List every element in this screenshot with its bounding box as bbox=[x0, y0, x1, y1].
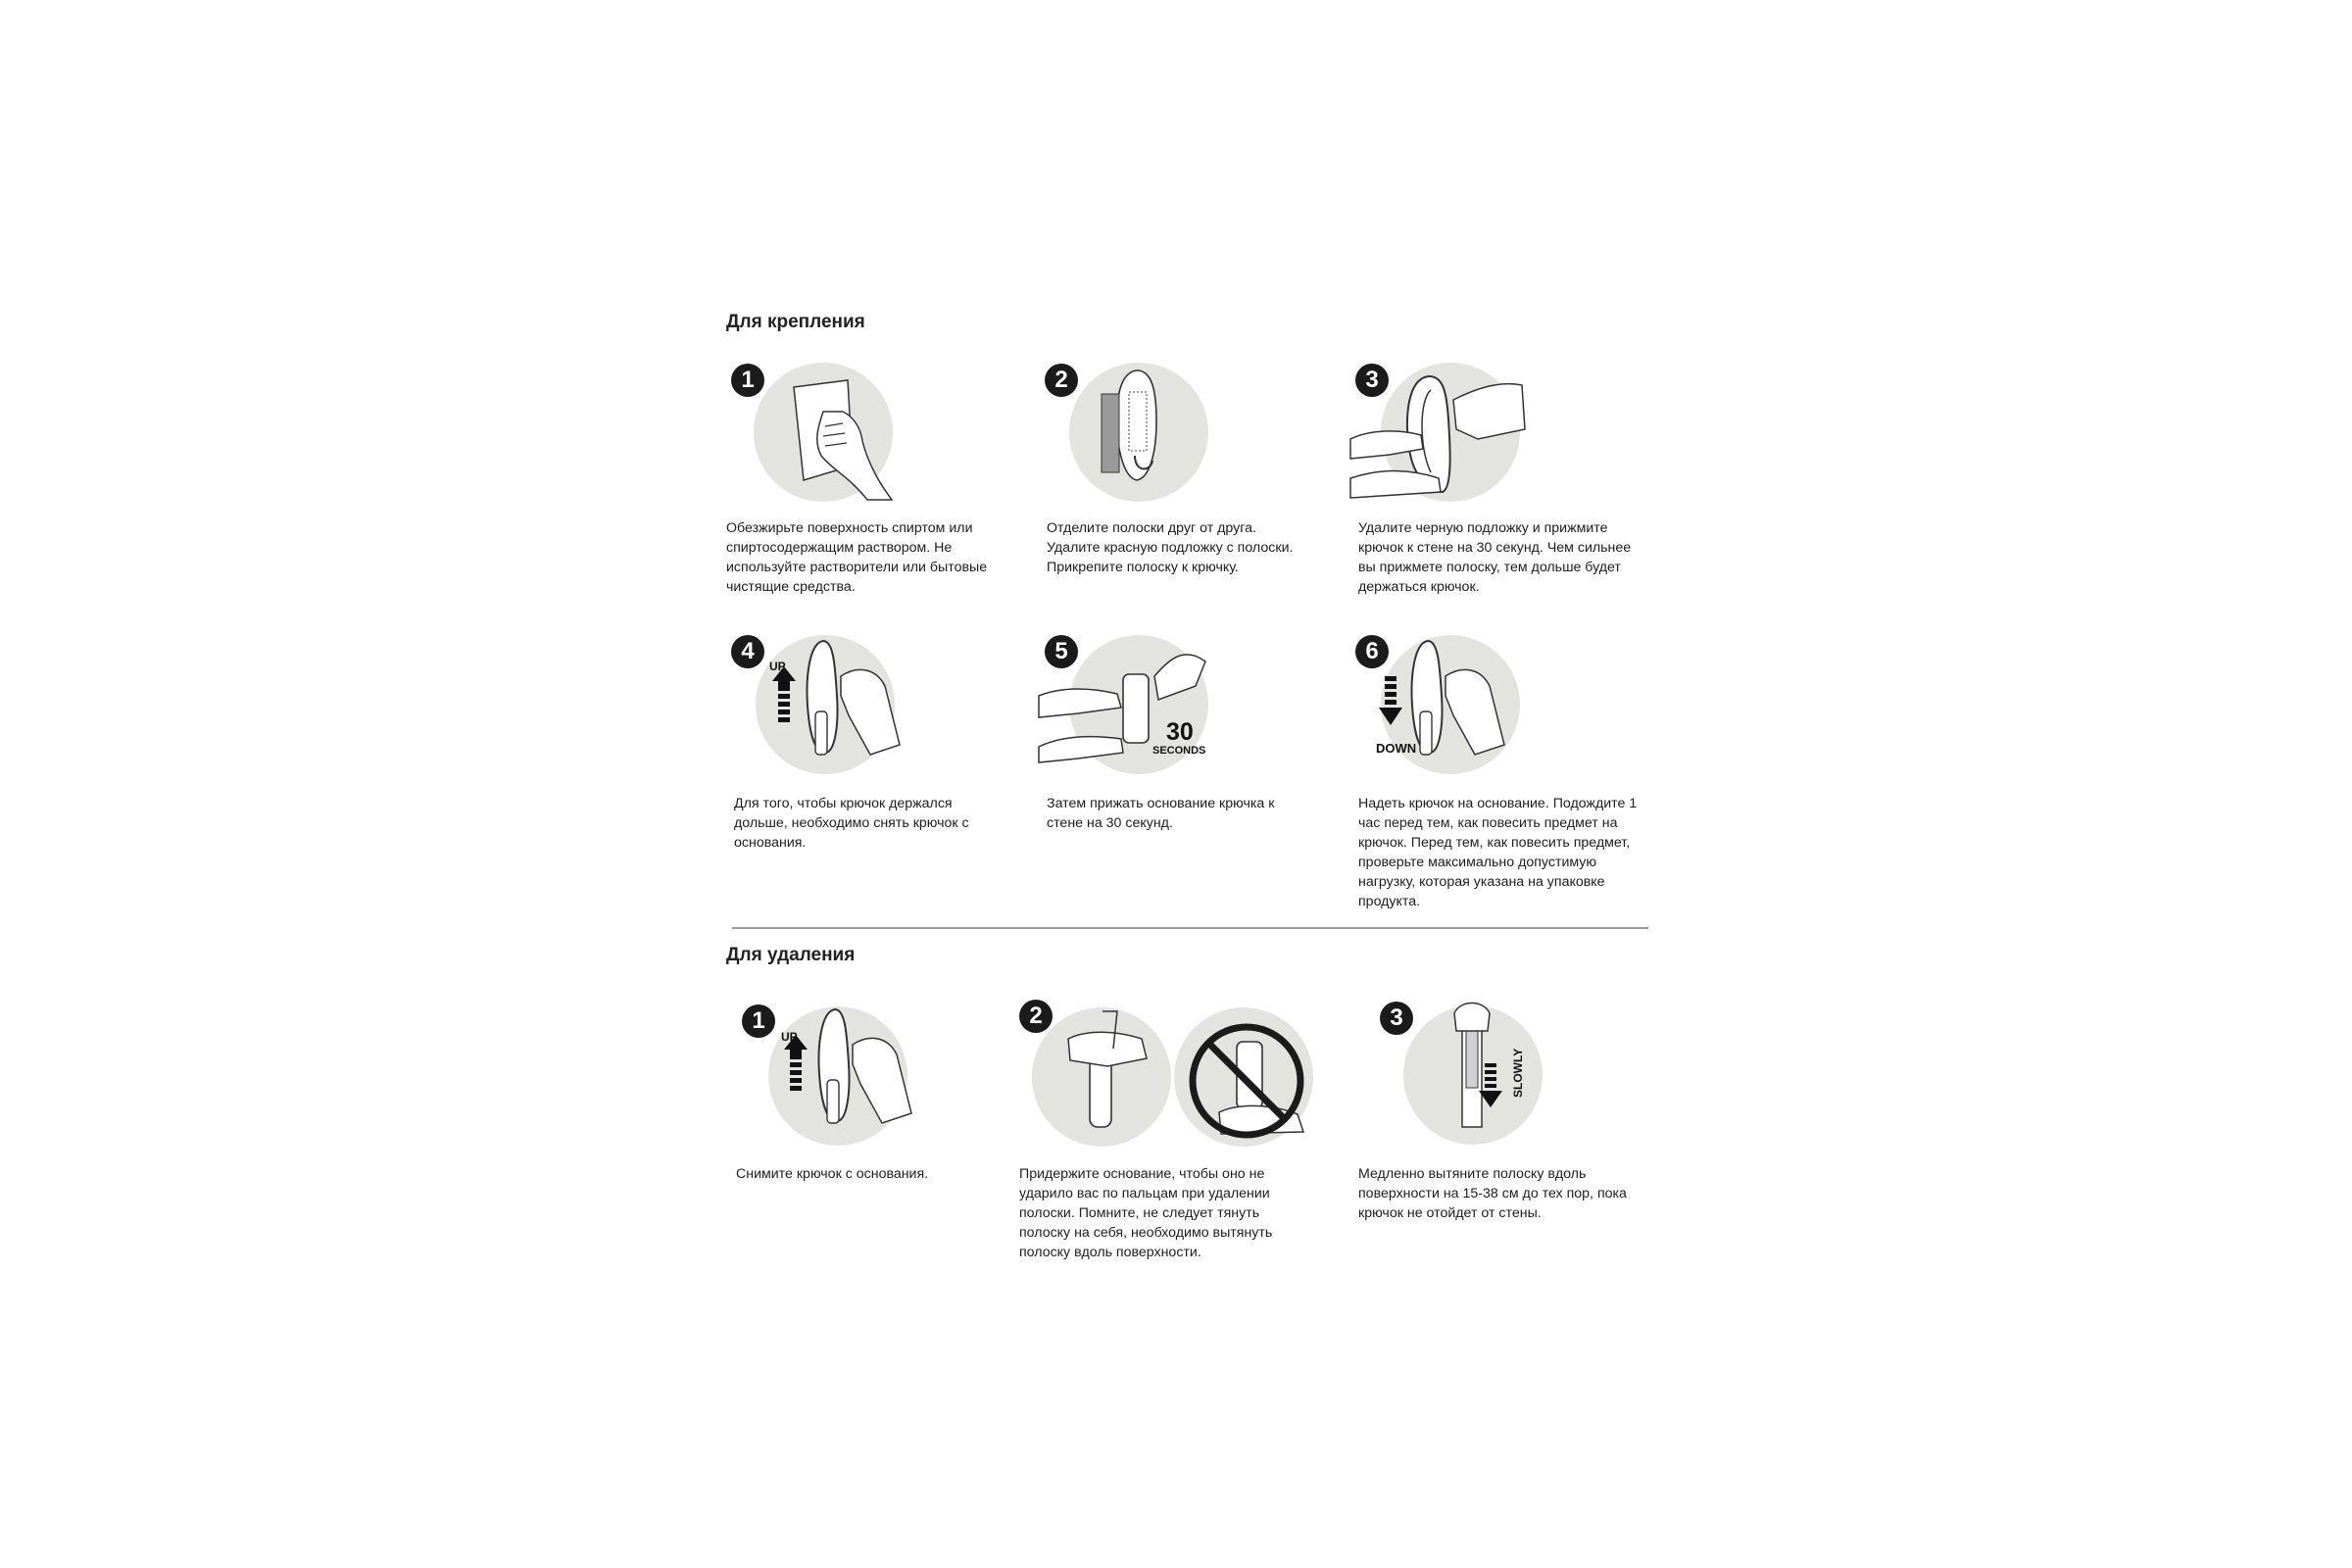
step-number-badge: 3 bbox=[1380, 1002, 1413, 1035]
step-description: Затем прижать основание крючка к стене на 30 секунд. bbox=[1047, 796, 1275, 831]
step-number-badge: 3 bbox=[1355, 364, 1389, 397]
step-description: Снимите крючок с основания. bbox=[736, 1166, 929, 1182]
attach-section-title: Для крепления bbox=[726, 312, 865, 332]
hold-base-icon bbox=[1049, 1009, 1176, 1147]
step-description: Обезжирьте поверхность спиртом или спиртосодержащим раствором. Не используйте растворители или бытовые чистящие средства. bbox=[726, 520, 988, 595]
step-number-badge: 4 bbox=[731, 635, 764, 668]
wipe-surface-icon bbox=[774, 372, 902, 510]
seconds-count-label: 30 bbox=[1166, 718, 1194, 746]
step-number-badge: 2 bbox=[1045, 364, 1078, 397]
remove-section-title: Для удаления bbox=[726, 945, 856, 965]
lift-hook-up-icon bbox=[774, 1005, 921, 1143]
step-description: Придержите основание, чтобы оно не ударило вас по пальцам при удалении полоски. Помните, не следует тянуть полоску на себя, необходимо вытянуть полоску вдоль поверхности. bbox=[1019, 1166, 1273, 1260]
speed-label: SLOWLY bbox=[1511, 1048, 1525, 1098]
step-number-badge: 1 bbox=[742, 1004, 775, 1038]
step-description: Надеть крючок на основание. Подождите 1 час перед тем, как повесить предмет на крючок. Перед тем, как повесить предмет, проверьте максимально допустимую нагрузку, которая указана на упаковке продукта. bbox=[1358, 796, 1638, 909]
step-number-badge: 5 bbox=[1045, 635, 1078, 668]
direction-label: DOWN bbox=[1376, 741, 1417, 756]
step-number-badge: 1 bbox=[731, 364, 764, 397]
prohibited-pull-icon bbox=[1180, 1014, 1317, 1152]
step-description: Отделите полоски друг от друга. Удалите красную подложку с полоски. Прикрепите полоску к крючку. bbox=[1047, 520, 1294, 575]
direction-label: UP bbox=[781, 1030, 798, 1044]
step-number-badge: 6 bbox=[1355, 635, 1389, 668]
section-divider bbox=[732, 927, 1648, 929]
apply-strip-icon bbox=[1098, 363, 1186, 490]
direction-label: UP bbox=[769, 660, 786, 673]
step-description: Медленно вытяните полоску вдоль поверхности на 15-38 см до тех пор, пока крючок не отойдет от стены. bbox=[1358, 1166, 1627, 1221]
lift-hook-up-icon bbox=[762, 637, 909, 774]
seconds-unit-label: SECONDS bbox=[1152, 745, 1206, 757]
step-description: Для того, чтобы крючок держался дольше, необходимо снять крючок с основания. bbox=[734, 796, 969, 851]
step-description: Удалите черную подложку и прижмите крючок к стене на 30 секунд. Чем сильнее вы прижмете полоску, тем дольше будет держаться крючок. bbox=[1358, 520, 1632, 595]
step-number-badge: 2 bbox=[1019, 1000, 1053, 1033]
